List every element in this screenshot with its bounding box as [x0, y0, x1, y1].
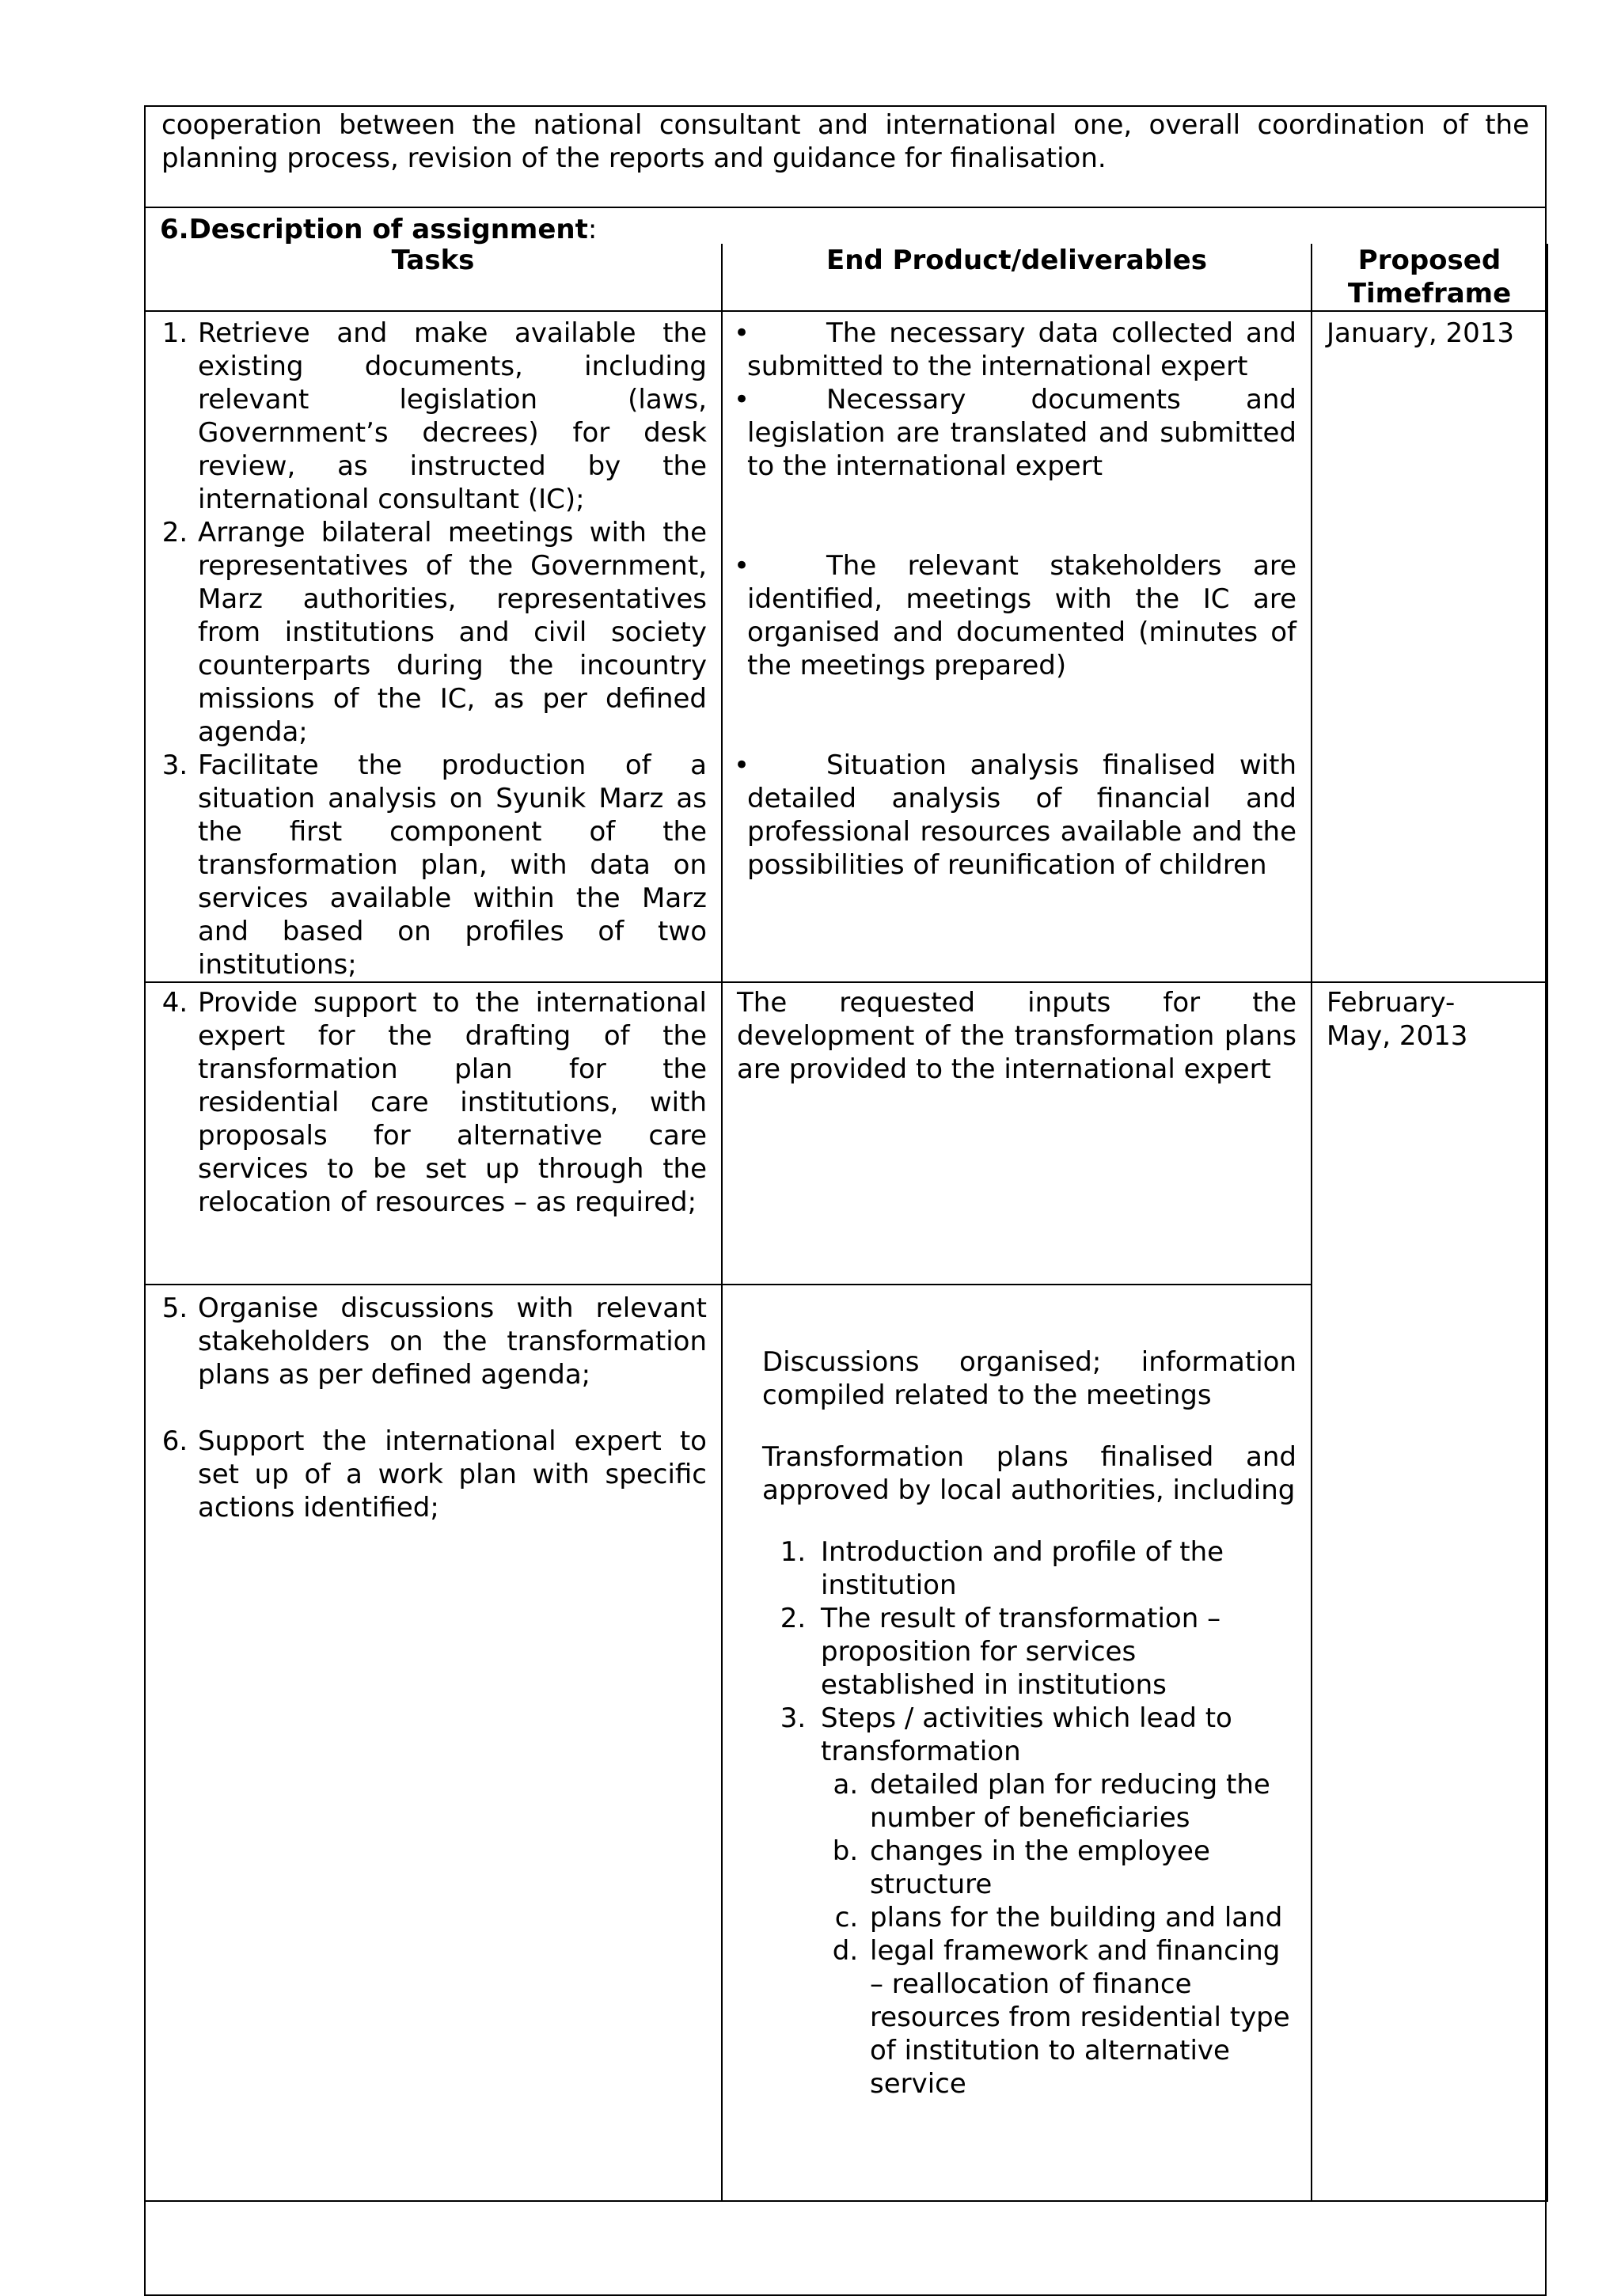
deliverable-bullet: • The necessary data collected and submitted to the international expert [734, 317, 1296, 382]
row2-tasks-cell [145, 982, 722, 1285]
plan-item: 2. The result of transformation – proposition for services established in institutions [814, 1602, 1296, 1702]
deliverable-bullet: • The relevant stakeholders are identified, meetings with the IC are organised and documented (minutes of the meetings prepared) [734, 550, 1296, 681]
intro-text: cooperation between the national consultant and international one, overall coordination of the planning process, revision of the reports and guidance for finalisation. [161, 109, 1529, 174]
task-item: 4. Provide support to the international expert for the drafting of the transformation plan for the residential care institutions, with proposals for alternative care services to be set up through the relocation of resources – as required; [196, 986, 707, 1219]
table-row [145, 311, 1547, 982]
plan-item-list [762, 1535, 1296, 2101]
assignment-table [144, 244, 1548, 2202]
deliverable-bullet: • Necessary documents and legislation are translated and submitted to the international expert [734, 384, 1296, 482]
deliverable-text: Discussions organised; information compiled related to the meetings [762, 1346, 1296, 1411]
plan-subitem: b. changes in the employee structure [867, 1835, 1296, 1901]
plan-subitem: d. legal framework and financing – reallocation of finance resources from residential type of institution to alternative service [867, 1934, 1296, 2101]
row2-timeframe-cell: February-May, 2013 [1312, 982, 1547, 2201]
row3-deliverable-cell [722, 1285, 1312, 2201]
row3-tasks-cell [145, 1285, 722, 2201]
deliverable-text: Transformation plans finalised and approved by local authorities, including [762, 1441, 1296, 1506]
section-title [160, 213, 597, 246]
header-tasks: Tasks [145, 244, 722, 311]
plan-item: 1. Introduction and profile of the institution [814, 1535, 1296, 1602]
deliverable-bullet: • Situation analysis finalised with detailed analysis of financial and professional resources available and the possibilities of reunification of children [734, 750, 1296, 881]
row1-task-list [160, 317, 707, 981]
row1-tasks-cell [145, 311, 722, 982]
task-item: 2. Arrange bilateral meetings with the representatives of the Government, Marz authorities, representatives from institutions and civil society counterparts during the incountry missions of the IC, as per defined agenda; [196, 516, 707, 749]
task-item: 5. Organise discussions with relevant stakeholders on the transformation plans as per defined agenda; [196, 1292, 707, 1391]
row2-deliverable-cell: The requested inputs for the development of the transformation plans are provided to the international expert [722, 982, 1312, 1285]
section-title-colon: : [587, 214, 598, 245]
table-header-row [145, 244, 1547, 311]
plan-subitem: a. detailed plan for reducing the number of beneficiaries [867, 1768, 1296, 1835]
task-item: 6. Support the international expert to set up of a work plan with specific actions identified; [196, 1425, 707, 1524]
section-title-text: 6.Description of assignment [160, 214, 588, 245]
plan-subitem: c. plans for the building and land [867, 1901, 1296, 1934]
header-deliverables: End Product/deliverables [722, 244, 1312, 311]
plan-item: 3. Steps / activities which lead to transformation a. detailed plan for reducing the number of beneficiaries b. changes in the employee structure c. plans for the building and land d. legal framework and financing – reallocation of finance resources from residential type of institution to alternative service [814, 1702, 1296, 2101]
table-row [145, 982, 1547, 1285]
row1-timeframe-cell: January, 2013 [1312, 311, 1547, 982]
task-item: 3. Facilitate the production of a situation analysis on Syunik Marz as the first component of the transformation plan, with data on services available within the Marz and based on profiles of two institutions; [196, 749, 707, 981]
row2-task-list [160, 986, 707, 1219]
header-timeframe: Proposed Timeframe [1312, 244, 1547, 311]
task-item: 1. Retrieve and make available the existing documents, including relevant legislation (laws, Government’s decrees) for desk review, as instructed by the international consultant (IC); [196, 317, 707, 516]
intro-cell [144, 105, 1547, 208]
plan-subitem-list [821, 1768, 1296, 2101]
row1-deliverables-cell [722, 311, 1312, 982]
row3-task-list [160, 1292, 707, 1524]
